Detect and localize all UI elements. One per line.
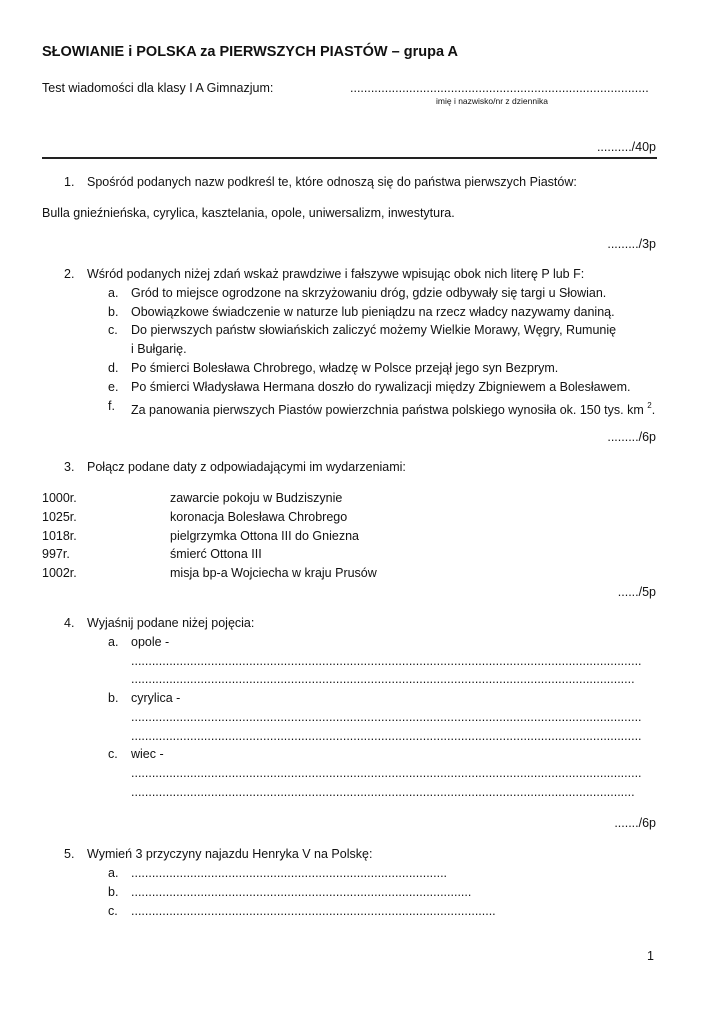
q1-score: ........./3p [607,237,656,251]
q4-term: opole - [131,635,170,649]
q5-answer-line[interactable]: ........................................................................................... [131,866,448,880]
page-title: SŁOWIANIE i POLSKA za PIERWSZYCH PIASTÓW – grupa A [42,44,458,60]
q5-answer-line[interactable]: ......................................................................................................... [131,904,496,918]
q3-date: 1002r. [42,566,77,580]
page-number: 1 [647,949,654,963]
q2-item-text: Po śmierci Bolesława Chrobrego, władzę w Polsce przejął jego syn Bezprym. [131,361,559,375]
q3-date: 1025r. [42,510,77,524]
q3-event: pielgrzymka Ottona III do Gniezna [170,529,359,543]
q3-date: 1000r. [42,491,77,505]
q2-item-letter: e. [108,380,119,394]
q3-prompt: Połącz podane daty z odpowiadającymi im wydarzeniami: [87,460,406,474]
header-divider [42,157,657,159]
q4-answer-line[interactable]: ................................................................................................................................................... [131,710,642,724]
test-label: Test wiadomości dla klasy I A Gimnazjum: [42,81,274,95]
q2-superscript: 2 [647,401,652,410]
q4-answer-line[interactable]: ................................................................................................................................................. [131,785,635,799]
q4-score: ......./6p [614,816,656,830]
q3-event: zawarcie pokoju w Budziszynie [170,491,343,505]
total-score: ........../40p [596,140,656,154]
q4-item-letter: a. [108,635,119,649]
q4-item-letter: b. [108,691,119,705]
q3-event: misja bp-a Wojciecha w kraju Prusów [170,566,377,580]
q3-event: śmierć Ottona III [170,547,262,561]
q2-item-letter: c. [108,323,118,337]
q2-item-letter: a. [108,286,119,300]
q2-end-period: . [651,403,656,417]
q4-answer-line[interactable]: ................................................................................................................................................. [131,672,635,686]
q2-item-letter: f. [108,399,115,413]
q5-answer-line[interactable]: .................................................................................................. [131,885,472,899]
q5-number: 5. [64,847,75,861]
q4-answer-line[interactable]: ................................................................................................................................................... [131,729,642,743]
q5-item-letter: b. [108,885,119,899]
q2-score: ........./6p [607,430,656,444]
q3-number: 3. [64,460,75,474]
q2-item-letter: b. [108,305,119,319]
q1-number: 1. [64,175,75,189]
q2-item-text: Za panowania pierwszych Piastów powierzchnia państwa polskiego wynosiła ok. 150 tys. km [131,403,644,417]
q2-item-text: Obowiązkowe świadczenie w naturze lub pieniądzu na rzecz władcy nazywamy daniną. [131,305,615,319]
q4-prompt: Wyjaśnij podane niżej pojęcia: [87,616,255,630]
q5-item-letter: c. [108,904,118,918]
q5-item-letter: a. [108,866,119,880]
q2-item-f [131,398,655,418]
q4-number: 4. [64,616,75,630]
q2-number: 2. [64,267,75,281]
q1-prompt: Spośród podanych nazw podkreśl te, które odnoszą się do państwa pierwszych Piastów: [87,175,577,189]
q3-date: 997r. [42,547,70,561]
q3-score: ....../5p [617,585,656,599]
name-field-line[interactable]: ...................................................................................... [350,81,649,95]
q1-terms: Bulla gnieźnieńska, cyrylica, kasztelania, opole, uniwersalizm, inwestytura. [42,206,455,220]
q4-answer-line[interactable]: ................................................................................................................................................... [131,766,642,780]
q2-item-text: Gród to miejsce ogrodzone na skrzyżowaniu dróg, gdzie odbywały się targi u Słowian. [131,286,607,300]
q2-item-text: Po śmierci Władysława Hermana doszło do rywalizacji między Zbigniewem a Bolesławem. [131,380,631,394]
q3-date: 1018r. [42,529,77,543]
name-field-caption: imię i nazwisko/nr z dziennika [436,96,548,106]
q4-answer-line[interactable]: ................................................................................................................................................... [131,654,642,668]
q2-prompt: Wśród podanych niżej zdań wskaż prawdziwe i fałszywe wpisując obok nich literę P lub F: [87,267,585,281]
q4-term: cyrylica - [131,691,181,705]
q3-event: koronacja Bolesława Chrobrego [170,510,348,524]
q4-item-letter: c. [108,747,118,761]
q2-item-text: Do pierwszych państw słowiańskich zaliczyć możemy Wielkie Morawy, Węgry, Rumunię [131,323,617,337]
q4-term: wiec - [131,747,164,761]
q2-item-letter: d. [108,361,119,375]
q2-item-text-continued: i Bułgarię. [131,342,187,356]
q5-prompt: Wymień 3 przyczyny najazdu Henryka V na Polskę: [87,847,373,861]
